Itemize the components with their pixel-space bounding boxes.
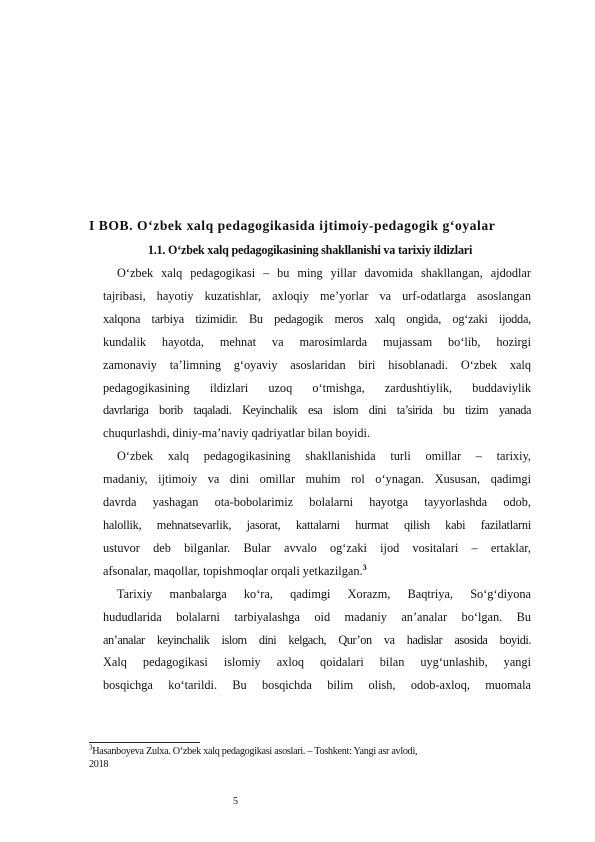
text-line: halollik, mehnatsevarlik, jasorat, kattalarni hurmat qilish kabi fazilatlarni <box>103 517 531 532</box>
text-line: O‘zbek xalq pedagogikasi – bu ming yillar davomida shakllangan, ajdodlar <box>117 266 531 280</box>
footnote-number: 3 <box>89 743 93 752</box>
text-line: ustuvor deb bilganlar. Bular avvalo og‘zaki ijod vositalari – ertaklar, <box>103 540 531 555</box>
chapter-title: I BOB. O‘zbek xalq pedagogikasida ijtimoiy-pedagogik g‘oyalar <box>89 218 496 233</box>
paragraph-1 <box>89 262 531 445</box>
text-line: Xalq pedagogikasi islomiy axloq qoidalari bilan uyg‘unlashib, yangi <box>103 655 531 670</box>
text-line: O‘zbek xalq pedagogikasining shakllanishida turli omillar – tarixiy, <box>117 449 531 464</box>
text-line: an’analar keyinchalik islom dini kelgach, Qur’on va hadislar asosida boyidi. <box>103 632 531 647</box>
text-line: madaniy, ijtimoiy va dini omillar muhim rol o‘ynagan. Xususan, qadimgi <box>103 472 531 487</box>
footnote <box>89 745 531 771</box>
footnote-divider <box>89 742 200 743</box>
text-line: bosqichga ko‘tarildi. Bu bosqichda bilim olish, odob-axloq, muomala <box>103 678 531 693</box>
footnote-line <box>89 745 531 758</box>
section-title: 1.1. O‘zbek xalq pedagogikasining shakllanishi va tarixiy ildizlari <box>147 243 473 257</box>
text-line: Tarixiy manbalarga ko‘ra, qadimgi Xorazm, Baqtriya, So‘g‘diyona <box>117 586 531 601</box>
paragraph-2 <box>89 445 531 582</box>
text-line: hududlarida bolalarni tarbiyalashga oid madaniy an’analar bo‘lgan. Bu <box>103 609 531 624</box>
footnote-reference[interactable]: 3 <box>362 562 367 572</box>
text-line: zamonaviy ta’limning g‘oyaviy asoslaridan biri hisoblanadi. O‘zbek xalq <box>103 357 531 372</box>
text-line: tajribasi, hayotiy kuzatishlar, axloqiy me’yorlar va urf-odatlarga asoslangan <box>103 288 531 303</box>
text-line: pedagogikasining ildizlari uzoq o‘tmishga, zardushtiylik, buddaviylik <box>103 380 531 395</box>
page-number: 5 <box>233 796 238 807</box>
text-line: davrda yashagan ota-bobolarimiz bolalarni hayotga tayyorlashda odob, <box>103 495 531 510</box>
body-text <box>89 262 531 697</box>
paragraph-3 <box>89 583 531 698</box>
text-line: xalqona tarbiya tizimidir. Bu pedagogik meros xalq ongida, og‘zaki ijodda, <box>103 311 531 326</box>
text-line-content: afsonalar, maqollar, topishmoqlar orqali yetkazilgan. <box>103 563 363 578</box>
text-line <box>89 560 531 583</box>
text-line: chuqurlashdi, diniy-ma’naviy qadriyatlar bilan boyidi. <box>103 426 371 441</box>
text-line: davrlariga borib taqaladi. Keyinchalik esa islom dini ta’sirida bu tizim yanada <box>103 403 531 418</box>
footnote-text: Hasanboyeva Zulxa. O‘zbek xalq pedagogikasi asoslari. – Toshkent: Yangi asr avlodi, <box>92 746 418 757</box>
footnote-line: 2018 <box>89 759 109 770</box>
text-line: kundalik hayotda, mehnat va marosimlarda mujassam bo‘lib, hozirgi <box>103 334 531 349</box>
